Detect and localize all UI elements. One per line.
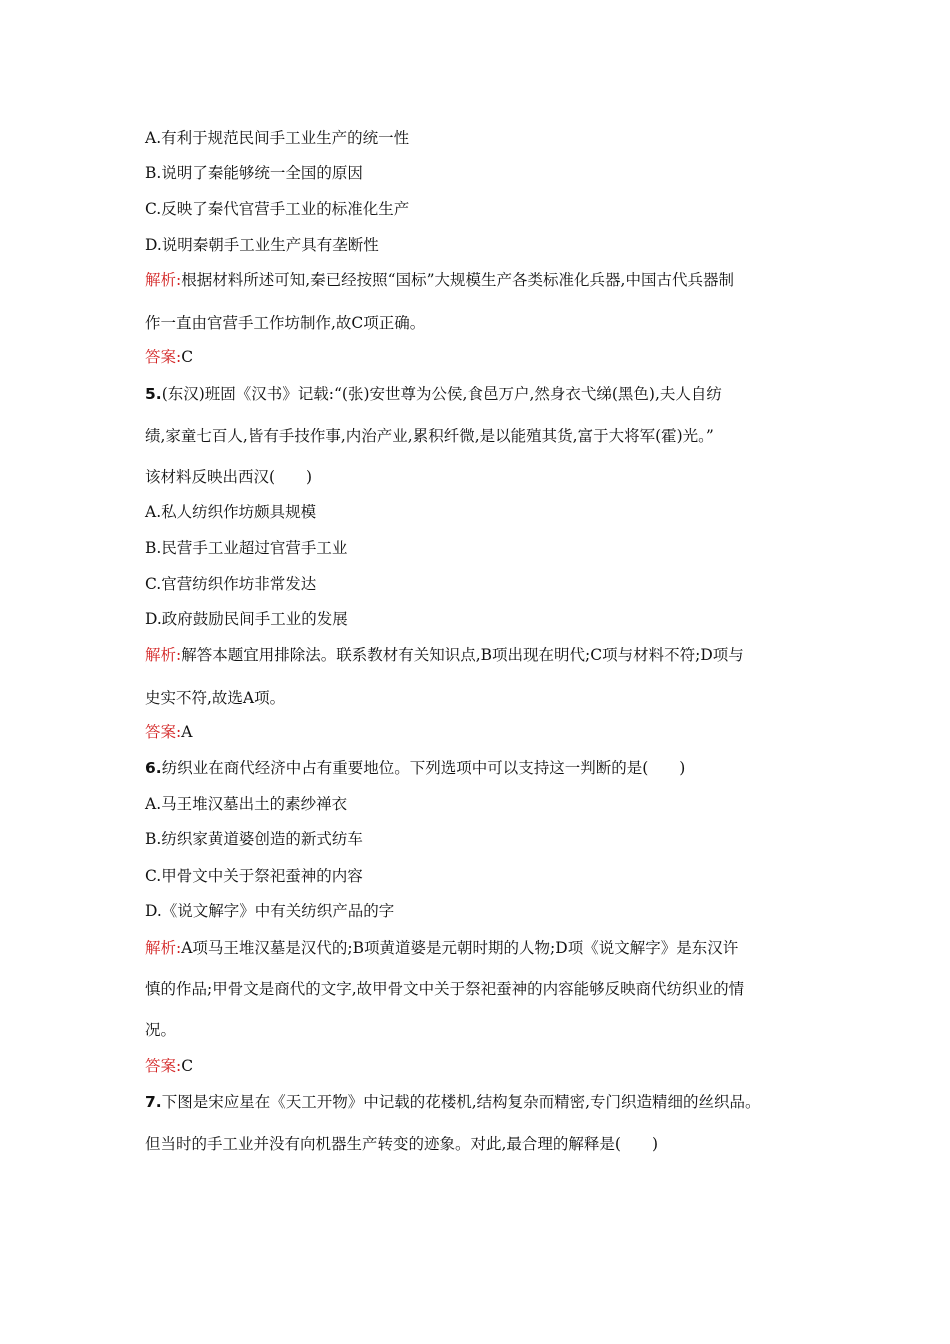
- q4-option-c: C.反映了秦代官营手工业的标准化生产: [145, 200, 410, 218]
- q6-stem-text: 纺织业在商代经济中占有重要地位。下列选项中可以支持这一判断的是( ): [161, 759, 686, 777]
- q5-answer: [145, 720, 840, 744]
- q4-analysis-line-1: [145, 268, 840, 292]
- q4-answer-value: C: [181, 348, 194, 366]
- q5-answer-label: 答案:: [145, 723, 182, 741]
- q7-stem-text: 下图是宋应星在《天工开物》中记载的花楼机,结构复杂而精密,专门织造精细的丝织品。: [161, 1093, 761, 1111]
- q6-number: 6.: [145, 759, 162, 777]
- q5-analysis-line-2: 史实不符,故选A项。: [145, 689, 286, 707]
- q5-option-c: C.官营纺织作坊非常发达: [145, 575, 317, 593]
- q4-option-b: B.说明了秦能够统一全国的原因: [145, 164, 363, 182]
- q6-option-c: C.甲骨文中关于祭祀蚕神的内容: [145, 867, 363, 885]
- q6-option-b: B.纺织家黄道婆创造的新式纺车: [145, 830, 363, 848]
- q6-answer: [145, 1054, 840, 1078]
- q6-option-a: A.马王堆汉墓出土的素纱禅衣: [145, 795, 348, 813]
- q6-analysis-line-3: 况。: [145, 1021, 177, 1039]
- q6-option-d: D.《说文解字》中有关纺织产品的字: [145, 902, 395, 920]
- q6-analysis-line-2: 慎的作品;甲骨文是商代的文字,故甲骨文中关于祭祀蚕神的内容能够反映商代纺织业的情: [145, 980, 745, 998]
- q7-stem-line-1: [145, 1090, 840, 1114]
- q5-option-b: B.民营手工业超过官营手工业: [145, 539, 348, 557]
- q5-stem-line-2: 绩,家童七百人,皆有手技作事,内治产业,累积纤微,是以能殖其货,富于大将军(霍)光。”: [145, 427, 714, 445]
- q5-analysis-label: 解析:: [145, 646, 182, 664]
- q5-number: 5.: [145, 385, 162, 403]
- q5-analysis-line-1: [145, 643, 840, 667]
- q6-analysis-label: 解析:: [145, 939, 182, 957]
- q4-answer-label: 答案:: [145, 348, 182, 366]
- q4-option-d: D.说明秦朝手工业生产具有垄断性: [145, 236, 379, 254]
- q6-answer-label: 答案:: [145, 1057, 182, 1075]
- q4-analysis-line-2: 作一直由官营手工作坊制作,故C项正确。: [145, 314, 426, 332]
- q4-analysis-text: 根据材料所述可知,秦已经按照“国标”大规模生产各类标准化兵器,中国古代兵器制: [181, 271, 734, 289]
- q6-answer-value: C: [181, 1057, 194, 1075]
- q6-analysis-text: A项马王堆汉墓是汉代的;B项黄道婆是元朝时期的人物;D项《说文解字》是东汉许: [181, 939, 739, 957]
- q5-option-d: D.政府鼓励民间手工业的发展: [145, 610, 348, 628]
- q4-analysis-label: 解析:: [145, 271, 182, 289]
- q6-analysis-line-1: [145, 936, 840, 960]
- q5-stem-line-1: [145, 382, 840, 406]
- q5-answer-value: A: [181, 723, 193, 741]
- q4-answer: [145, 345, 840, 369]
- q5-stem-text: (东汉)班固《汉书》记载:“(张)安世尊为公侯,食邑万户,然身衣弋绨(黑色),夫人自纺: [161, 385, 722, 403]
- q5-option-a: A.私人纺织作坊颇具规模: [145, 503, 317, 521]
- q5-analysis-text: 解答本题宜用排除法。联系教材有关知识点,B项出现在明代;C项与材料不符;D项与: [181, 646, 744, 664]
- q7-number: 7.: [145, 1093, 162, 1111]
- q6-stem-line-1: [145, 756, 840, 780]
- q4-option-a: A.有利于规范民间手工业生产的统一性: [145, 129, 410, 147]
- q7-stem-line-2: 但当时的手工业并没有向机器生产转变的迹象。对此,最合理的解释是( ): [145, 1135, 659, 1153]
- q5-stem-line-3: 该材料反映出西汉( ): [145, 468, 313, 486]
